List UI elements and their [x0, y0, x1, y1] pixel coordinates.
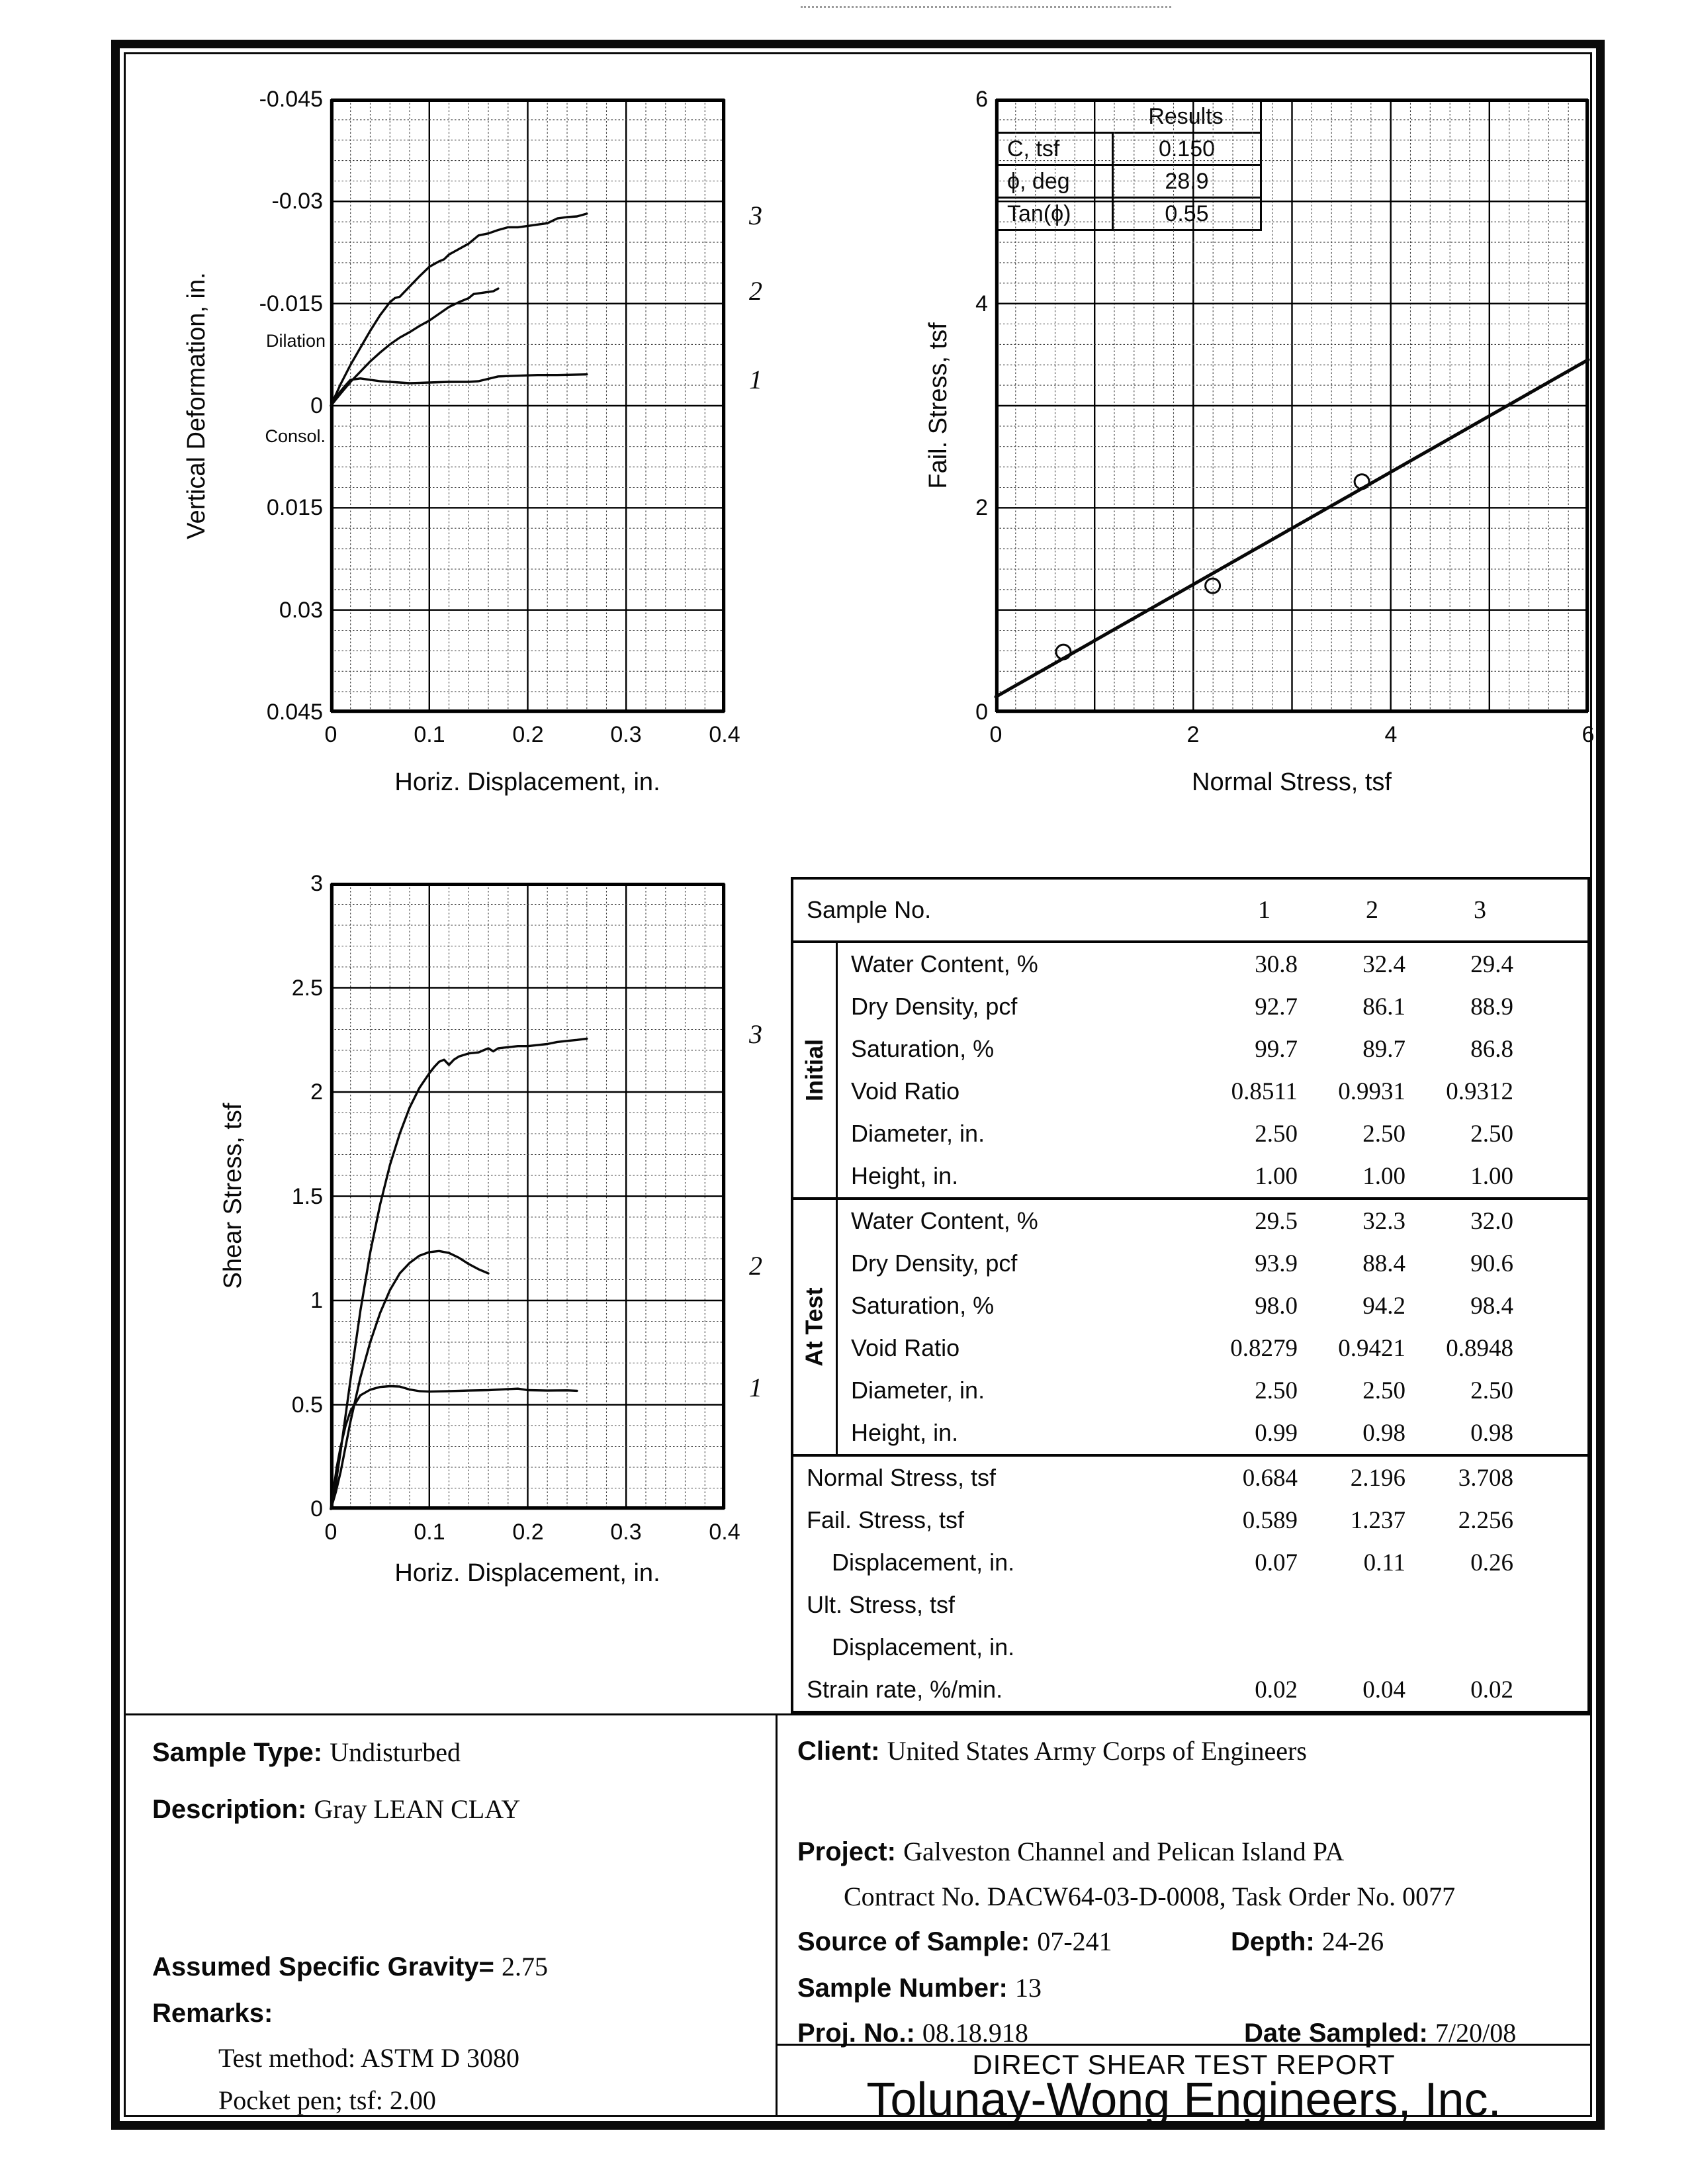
cohesion-value: 0.150	[1112, 134, 1260, 164]
row-value: 0.589	[1242, 1506, 1298, 1534]
row-value: 29.4	[1470, 950, 1513, 978]
group-label: At Test	[801, 1287, 828, 1367]
row-label: Normal Stress, tsf	[807, 1464, 997, 1491]
sample-type-label: Sample Type:	[152, 1738, 323, 1767]
report-title: DIRECT SHEAR TEST REPORT	[972, 2049, 1396, 2080]
description-line	[152, 1794, 520, 1825]
table-row	[793, 1584, 1587, 1626]
y-tick-label: 4	[975, 291, 988, 316]
contract-line: Contract No. DACW64-03-D-0008, Task Order No. 0077	[844, 1882, 1456, 1911]
remarks-line	[152, 1997, 273, 2029]
row-value: 30.8	[1255, 950, 1298, 978]
depth-label: Depth:	[1231, 1927, 1315, 1956]
y-axis-title: Fail. Stress, tsf	[924, 322, 952, 489]
specific-gravity-value: 2.75	[502, 1952, 549, 1981]
table-row	[838, 1412, 1587, 1454]
table-row	[838, 1113, 1587, 1155]
y-tick-label: 0.015	[266, 495, 323, 520]
y-tick-label: 0	[310, 393, 323, 418]
row-label: Displacement, in.	[832, 1549, 1015, 1576]
report-title-divider	[778, 2044, 1590, 2046]
row-value: 0.98	[1362, 1419, 1405, 1447]
row-value: 0.99	[1255, 1419, 1298, 1447]
specific-gravity-line	[152, 1951, 548, 1983]
row-value: 88.9	[1470, 993, 1513, 1021]
x-axis-title: Normal Stress, tsf	[1192, 768, 1392, 796]
y-tick-label: 6	[975, 87, 988, 112]
depth-span	[1231, 1926, 1384, 1958]
failure-envelope-plot	[996, 99, 1588, 712]
axis-annotation: Consol.	[265, 426, 326, 446]
y-axis-title: Shear Stress, tsf	[219, 1103, 247, 1289]
scan-artifact-line	[801, 6, 1171, 8]
table-row	[838, 1155, 1587, 1197]
row-value: 2.50	[1470, 1377, 1513, 1404]
x-tick-label: 0.1	[414, 722, 445, 747]
y-tick-label: 2.5	[291, 976, 323, 1001]
sample-type-line	[152, 1737, 461, 1768]
row-value: 0.02	[1470, 1676, 1513, 1704]
row-value: 88.4	[1362, 1250, 1405, 1277]
y-tick-label: -0.015	[259, 291, 323, 316]
y-tick-label: 2	[310, 1079, 323, 1105]
description-label: Description:	[152, 1795, 307, 1824]
client-label: Client:	[797, 1737, 880, 1766]
x-tick-label: 0.2	[512, 722, 544, 747]
row-value: 1.00	[1362, 1162, 1405, 1190]
row-value: 2.50	[1255, 1377, 1298, 1404]
y-tick-label: 0.045	[266, 700, 323, 725]
proj-no-value: 08.18.918	[922, 2018, 1028, 2048]
x-tick-label: 0.3	[610, 1520, 642, 1545]
x-tick-label: 2	[1186, 722, 1200, 747]
row-value: 89.7	[1362, 1035, 1405, 1063]
data-point-marker	[1206, 578, 1220, 593]
client-value: United States Army Corps of Engineers	[887, 1736, 1307, 1766]
row-value: 0.9931	[1338, 1077, 1405, 1105]
row-label: Saturation, %	[851, 1292, 995, 1319]
project-label: Project:	[797, 1837, 896, 1866]
row-value: 0.8279	[1230, 1334, 1298, 1362]
curve-number-label: 2	[749, 276, 762, 306]
row-value: 1.237	[1350, 1506, 1405, 1534]
specific-gravity-label: Assumed Specific Gravity=	[152, 1952, 494, 1981]
row-label: Saturation, %	[851, 1035, 995, 1062]
sample-col-2: 2	[1366, 896, 1378, 924]
x-tick-label: 0	[989, 722, 1003, 747]
source-depth-line	[797, 1926, 1384, 1958]
phi-label: ϕ, deg	[1007, 168, 1070, 194]
cohesion-label: C, tsf	[1007, 136, 1060, 161]
table-row	[793, 1499, 1587, 1541]
sample-table-header	[793, 880, 1587, 940]
row-value: 0.9421	[1338, 1334, 1405, 1362]
row-label: Void Ratio	[851, 1077, 960, 1105]
row-value: 32.3	[1362, 1207, 1405, 1235]
table-row	[838, 1369, 1587, 1412]
date-sampled-label: Date Sampled:	[1244, 2019, 1428, 2048]
row-value: 3.708	[1458, 1464, 1513, 1492]
company-name: Tolunay-Wong Engineers, Inc.	[866, 2073, 1501, 2126]
row-label: Water Content, %	[851, 950, 1038, 978]
row-label: Displacement, in.	[832, 1633, 1015, 1661]
row-value: 2.196	[1350, 1464, 1405, 1492]
row-value: 2.256	[1458, 1506, 1513, 1534]
curve-3	[331, 1038, 587, 1509]
table-footer-section	[793, 1454, 1587, 1711]
row-label: Diameter, in.	[851, 1377, 985, 1404]
table-group-at-test	[793, 1197, 1587, 1454]
project-value: Galveston Channel and Pelican Island PA	[903, 1837, 1345, 1866]
row-value: 2.50	[1470, 1120, 1513, 1148]
x-tick-label: 0.2	[512, 1520, 544, 1545]
row-value: 0.26	[1470, 1549, 1513, 1576]
tan-phi-value: 0.55	[1112, 199, 1260, 229]
sample-col-1: 1	[1258, 896, 1270, 924]
source-label: Source of Sample:	[797, 1927, 1030, 1956]
row-value: 0.07	[1255, 1549, 1298, 1576]
row-value: 93.9	[1255, 1250, 1298, 1277]
table-row	[793, 1541, 1587, 1584]
results-title: Results	[1148, 103, 1224, 129]
table-row	[838, 985, 1587, 1028]
table-row	[838, 1327, 1587, 1369]
y-tick-label: 0	[975, 700, 988, 725]
x-tick-label: 6	[1582, 722, 1595, 747]
row-value: 92.7	[1255, 993, 1298, 1021]
row-value: 0.9312	[1446, 1077, 1513, 1105]
row-value: 86.8	[1470, 1035, 1513, 1063]
table-row	[838, 1200, 1587, 1242]
shear-stress-plot	[331, 884, 725, 1509]
row-value: 86.1	[1362, 993, 1405, 1021]
remark-test-method: Test method: ASTM D 3080	[218, 2043, 519, 2073]
curve-number-label: 1	[749, 365, 762, 394]
sample-no-label: Sample No.	[807, 896, 932, 923]
row-value: 94.2	[1362, 1292, 1405, 1320]
group-label: Initial	[801, 1038, 828, 1102]
row-value: 1.00	[1470, 1162, 1513, 1190]
x-tick-label: 0.3	[610, 722, 642, 747]
x-tick-label: 0.4	[709, 1520, 740, 1545]
table-group-initial	[793, 940, 1587, 1197]
y-axis-title: Vertical Deformation, in.	[183, 272, 210, 539]
row-label: Fail. Stress, tsf	[807, 1506, 965, 1533]
client-line	[797, 1735, 1307, 1767]
description-value: Gray LEAN CLAY	[314, 1794, 521, 1824]
row-value: 99.7	[1255, 1035, 1298, 1063]
row-value: 0.04	[1362, 1676, 1405, 1704]
row-label: Height, in.	[851, 1419, 959, 1446]
row-value: 90.6	[1470, 1250, 1513, 1277]
row-value: 0.02	[1255, 1676, 1298, 1704]
table-row	[793, 1457, 1587, 1499]
row-label: Height, in.	[851, 1162, 959, 1189]
row-value: 0.98	[1470, 1419, 1513, 1447]
row-value: 0.8511	[1231, 1077, 1298, 1105]
x-axis-title: Horiz. Displacement, in.	[394, 1559, 660, 1587]
group-label-column	[793, 943, 838, 1197]
depth-value: 24-26	[1321, 1927, 1384, 1956]
y-tick-label: 1	[310, 1288, 323, 1313]
row-value: 98.0	[1255, 1292, 1298, 1320]
curve-2	[331, 289, 498, 406]
row-value: 29.5	[1255, 1207, 1298, 1235]
sample-type-value: Undisturbed	[330, 1737, 461, 1767]
x-axis-title: Horiz. Displacement, in.	[394, 768, 660, 796]
project-info-box	[778, 1713, 1590, 2126]
sample-info-box	[126, 1713, 778, 2115]
curve-number-label: 3	[749, 201, 762, 230]
project-line	[797, 1836, 1344, 1868]
y-tick-label: 3	[310, 871, 323, 896]
row-value: 0.684	[1242, 1464, 1298, 1492]
y-tick-label: 0.5	[291, 1392, 323, 1418]
row-label: Ult. Stress, tsf	[807, 1591, 956, 1618]
x-tick-label: 0	[324, 1520, 337, 1545]
source-value: 07-241	[1037, 1927, 1112, 1956]
sample-number-label: Sample Number:	[797, 1974, 1008, 2003]
table-row	[793, 1626, 1587, 1668]
row-label: Strain rate, %/min.	[807, 1676, 1003, 1703]
sample-number-line	[797, 1972, 1042, 2004]
curve-1	[331, 375, 587, 406]
date-sampled-value: 7/20/08	[1435, 2018, 1517, 2048]
x-tick-label: 0	[324, 722, 337, 747]
axis-annotation: Dilation	[265, 331, 326, 351]
row-label: Dry Density, pcf	[851, 993, 1018, 1020]
group-label-column	[793, 1200, 838, 1454]
sample-number-value: 13	[1014, 1973, 1042, 2003]
table-row	[838, 1285, 1587, 1327]
row-value: 2.50	[1255, 1120, 1298, 1148]
row-label: Diameter, in.	[851, 1120, 985, 1147]
curve-number-label: 3	[749, 1019, 762, 1049]
tan-phi-label: Tan(ϕ)	[1007, 201, 1071, 226]
row-value: 32.0	[1470, 1207, 1513, 1235]
row-label: Dry Density, pcf	[851, 1250, 1018, 1277]
y-tick-label: -0.03	[271, 189, 323, 214]
table-row	[793, 1668, 1587, 1711]
row-label: Void Ratio	[851, 1334, 960, 1361]
y-tick-label: 2	[975, 495, 988, 520]
row-value: 0.11	[1363, 1549, 1405, 1576]
remarks-label: Remarks:	[152, 1999, 273, 2028]
row-value: 2.50	[1362, 1377, 1405, 1404]
row-value: 0.8948	[1446, 1334, 1513, 1362]
sample-col-3: 3	[1474, 896, 1486, 924]
y-tick-label: -0.045	[259, 87, 323, 112]
table-row	[838, 943, 1587, 985]
table-row	[838, 1028, 1587, 1070]
x-tick-label: 4	[1384, 722, 1398, 747]
y-tick-label: 1.5	[291, 1184, 323, 1209]
vertical-deformation-plot	[331, 99, 725, 712]
row-label: Water Content, %	[851, 1207, 1038, 1234]
table-row	[838, 1070, 1587, 1113]
y-tick-label: 0.03	[279, 598, 323, 623]
curve-number-label: 2	[749, 1251, 762, 1281]
proj-no-label: Proj. No.:	[797, 2019, 915, 2048]
curve-number-label: 1	[749, 1373, 762, 1402]
phi-value: 28.9	[1112, 166, 1260, 197]
row-value: 98.4	[1470, 1292, 1513, 1320]
remark-pocket-pen: Pocket pen; tsf: 2.00	[218, 2085, 436, 2115]
x-tick-label: 0.4	[709, 722, 740, 747]
x-tick-label: 0.1	[414, 1520, 445, 1545]
y-tick-label: 0	[310, 1496, 323, 1522]
row-value: 32.4	[1362, 950, 1405, 978]
row-value: 2.50	[1362, 1120, 1405, 1148]
row-value: 1.00	[1255, 1162, 1298, 1190]
sample-data-table	[791, 877, 1590, 1713]
table-row	[838, 1242, 1587, 1285]
